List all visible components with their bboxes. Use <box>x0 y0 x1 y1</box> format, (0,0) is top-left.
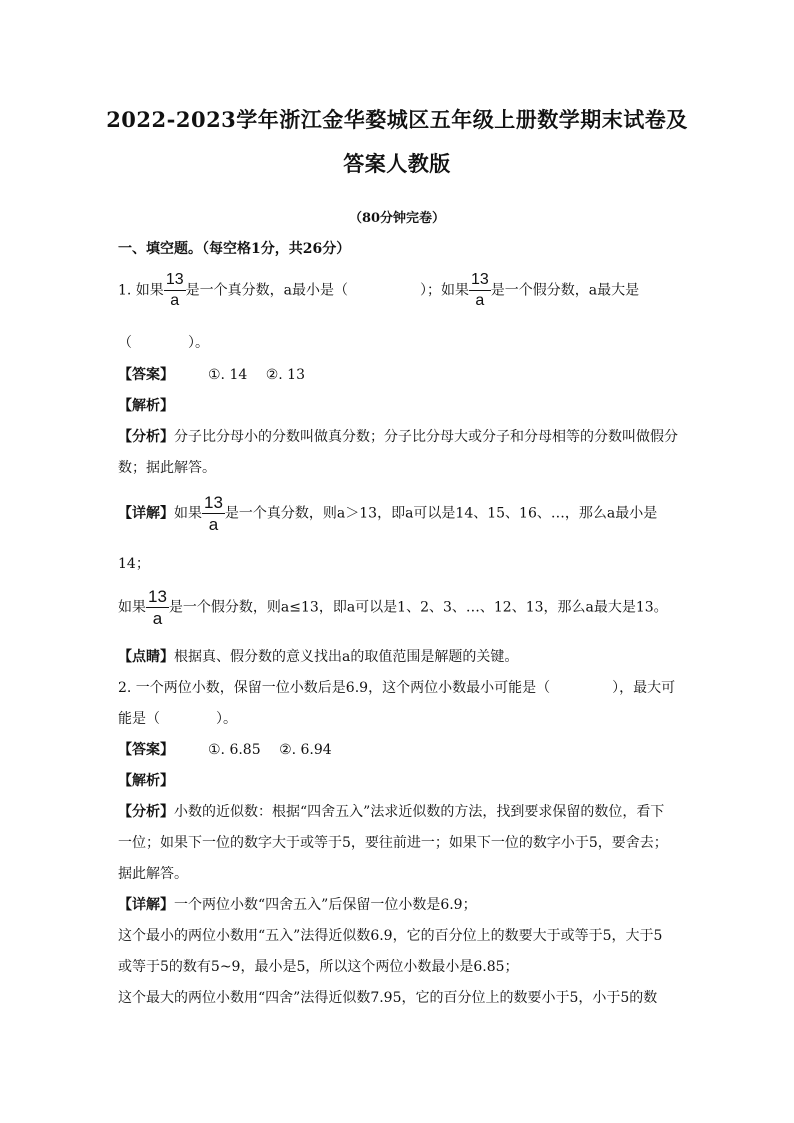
q1-text-c: ）；如果 <box>419 282 469 299</box>
q1-fenxi-line1: 【分析】分子比分母小的分数叫做真分数；分子比分母大或分子和分母相等的分数叫做假分 <box>118 429 678 445</box>
q1-text-a: 1. 如果 <box>118 282 164 299</box>
q2-fenxi-line1: 【分析】小数的近似数：根据“四舍五入”法求近似数的方法，找到要求保留的数位，看下 <box>118 804 665 820</box>
answer-value: ①. 14 ②. 13 <box>208 367 305 383</box>
q1-fenxi-line2: 数；据此解答。 <box>118 460 216 476</box>
q1-answer <box>118 364 305 384</box>
question-1-line2: （ ）。 <box>118 335 209 351</box>
q2-answer: 【答案】 ①. 6.85 ②. 6.94 <box>118 742 332 758</box>
q2-fenxi-line2: 一位；如果下一位的数字大于或等于5，要往前进一；如果下一位的数字小于5，要舍去； <box>118 835 668 851</box>
q1-xiangjie-line1: 【详解】如果 $\frac{13}{a}$ 是一个真分数，则a＞13，即a可以是14、15、16、…，那么a最小是 <box>118 493 658 534</box>
document-title-line2: 答案人教版 <box>343 151 451 176</box>
q2-xiangjie-line1: 【详解】一个两位小数“四舍五入”后保留一位小数是6.9； <box>118 897 477 913</box>
question-2-line1: 2. 一个两位小数，保留一位小数后是6.9，这个两位小数最小可能是（ ），最大可 <box>118 680 676 696</box>
q2-xiangjie-line2: 这个最小的两位小数用“五入”法得近似数6.9，它的百分位上的数要大于或等于5，大于5 <box>118 928 663 944</box>
question-1-line1 <box>118 272 639 309</box>
answer-tag: 【答案】 <box>118 367 174 383</box>
q1-xiangjie-line2: 14； <box>118 556 150 572</box>
q1-jiexi-tag: 【解析】 <box>118 398 174 414</box>
q2-fenxi-line3: 据此解答。 <box>118 866 188 882</box>
q1-text-b: 是一个真分数，a最小是（ <box>185 282 348 299</box>
q2-xiangjie-line3: 或等于5的数有5~9，最小是5，所以这个两位小数最小是6.85； <box>118 959 519 975</box>
document-title-line1: 2022-2023学年浙江金华婺城区五年级上册数学期末试卷及 <box>106 107 688 132</box>
q1-text-d: 是一个假分数，a最大是 <box>490 282 640 299</box>
q1-xiangjie-line3: 如果 $\frac{13}{a}$ 是一个假分数，则a≤13，即a可以是1、2、3、…、12、13，那么a最大是13。 <box>118 587 668 628</box>
fraction-13-over-a-3: $\frac{13}{a}$ <box>204 493 223 534</box>
section-heading-fill-blank: 一、填空题。（每空格1分，共26分） <box>118 241 351 257</box>
fraction-13-over-a: $\frac{13}{a}$ <box>165 271 184 309</box>
q2-xiangjie-line4: 这个最大的两位小数用“四舍”法得近似数7.95，它的百分位上的数要小于5，小于5的数 <box>118 990 658 1006</box>
q2-jiexi-tag: 【解析】 <box>118 773 174 789</box>
question-2-line2: 能是（ ）。 <box>118 711 237 727</box>
document-subtitle: （80分钟完卷） <box>348 211 446 226</box>
q1-dianjing: 【点睛】根据真、假分数的意义找出a的取值范围是解题的关键。 <box>118 649 519 665</box>
fraction-13-over-a-2: $\frac{13}{a}$ <box>470 271 489 309</box>
fraction-13-over-a-4: $\frac{13}{a}$ <box>148 587 167 628</box>
